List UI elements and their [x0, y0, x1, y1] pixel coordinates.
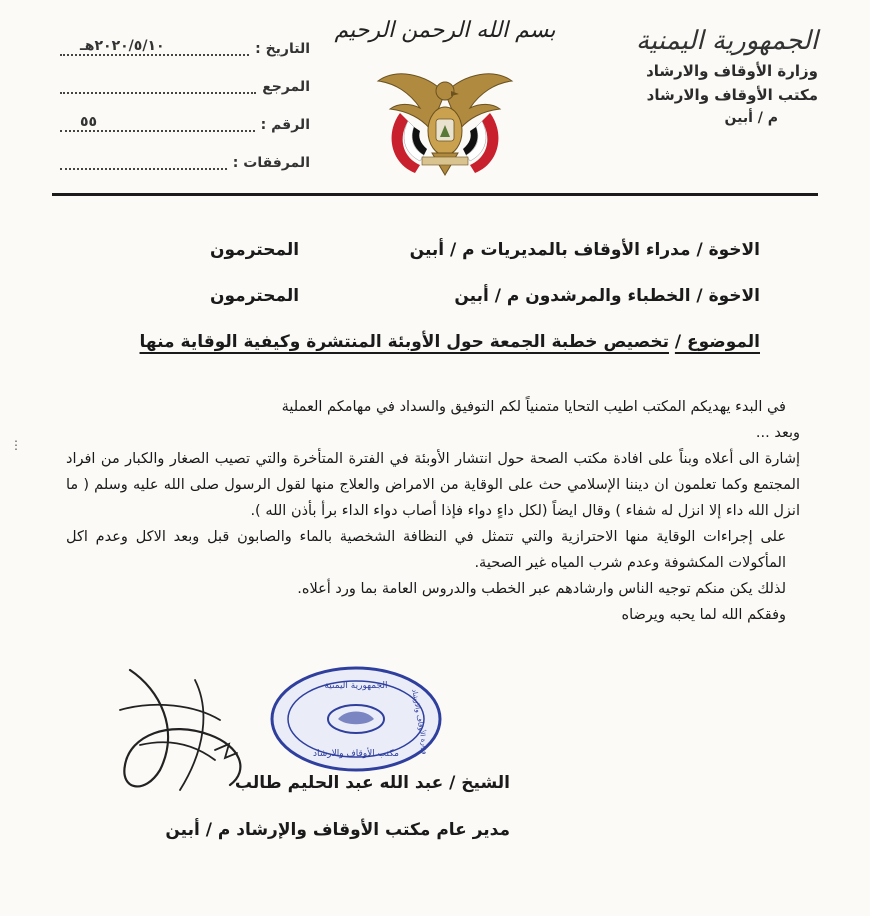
subject-text: تخصيص خطبة الجمعة حول الأوبئة المنتشرة وكيفية الوقاية منها: [139, 332, 669, 352]
subject-label: الموضوع /: [674, 332, 760, 352]
date-row: [60, 30, 310, 68]
recipient-to: الاخوة / الخطباء والمرشدون م / أبين: [454, 286, 760, 306]
governorate: م / أبين: [724, 110, 778, 126]
greeting-closing: وبعد ...: [755, 425, 800, 441]
margin-dots: ⋮: [10, 438, 22, 452]
number-label: الرقم :: [260, 117, 310, 133]
subject-line: [140, 332, 760, 352]
reference-label: المرجع: [262, 79, 310, 95]
stamp-bottom-text: مكتب الأوقاف والارشاد: [312, 749, 400, 759]
recipient-honorific: المحترمون: [210, 240, 300, 260]
measures-paragraph: على إجراءات الوقاية منها الاحترازية والتي تتمثل في النظافة الشخصية بالماء والصابون قبل وبعد الاكل وعدم اكل المأكولات المكشوفة وعدم شرب المياه غير الصحية.: [66, 529, 786, 571]
stamp-top-text: الجمهورية اليمنية: [324, 681, 388, 691]
recipient-to: الاخوة / مدراء الأوقاف بالمديريات م / أبين: [409, 240, 760, 260]
signatory-name: الشيخ / عبد الله عبد الحليم طالب: [234, 773, 510, 793]
date-label: التاريخ :: [255, 41, 310, 57]
number-row: [60, 106, 310, 144]
letterhead-authority: [598, 26, 818, 132]
basmala: بسم الله الرحمن الرحيم: [334, 18, 556, 43]
yemen-eagle-emblem-icon: [370, 53, 520, 183]
office-name: مكتب الأوقاف والارشاد: [646, 86, 818, 104]
greeting-paragraph: في البدء يهديكم المكتب اطيب التحايا متمنياً لكم التوفيق والسداد في مهامكم العملية: [281, 399, 786, 415]
recipient-line-2: [210, 286, 760, 306]
reference-row: [60, 68, 310, 106]
recipient-line-1: [210, 240, 760, 260]
attachments-row: [60, 144, 310, 182]
attachments-label: المرفقات :: [232, 155, 310, 171]
ministry-name: وزارة الأوقاف والارشاد: [646, 62, 818, 80]
date-value: ٢٠٢٠/٥/١٠هـ: [80, 38, 165, 54]
letter-body: [66, 394, 800, 628]
closing-paragraph: وفقكم الله لما يحبه ويرضاه: [621, 607, 786, 623]
recipient-honorific: المحترمون: [210, 286, 300, 306]
reference-paragraph: إشارة الى أعلاه وبناً على افادة مكتب الصحة حول انتشار الأوبئة في الفترة المتأخرة والتي تصيب الصغار والكبار من افراد المجتمع وكما تعلمون ان ديننا الإسلامي حث على الوقاية من الامراض والعلاج منها لقول الرسول صلى الله عليه وسلم ( ما انزل الله داء إلا انزل له شفاء ) وقال ايضاً (لكل داءٍ دواء فإذا أصاب دواء الداء برأ بأذن الله ).: [66, 451, 800, 519]
official-stamp-icon: [268, 664, 444, 774]
signatory-title: مدير عام مكتب الأوقاف والإرشاد م / أبين: [165, 820, 510, 840]
stamp-ring-text: وزارة الأوقاف والارشاد: [410, 688, 430, 755]
letterhead-center: [330, 18, 560, 183]
number-value: ٥٥: [80, 114, 98, 130]
letter-meta: [60, 30, 310, 182]
header-divider: [52, 193, 818, 196]
republic-name: الجمهورية اليمنية: [635, 26, 818, 56]
instruction-paragraph: لذلك يكن منكم توجيه الناس وارشادهم عبر الخطب والدروس العامة بما ورد أعلاه.: [297, 581, 786, 597]
